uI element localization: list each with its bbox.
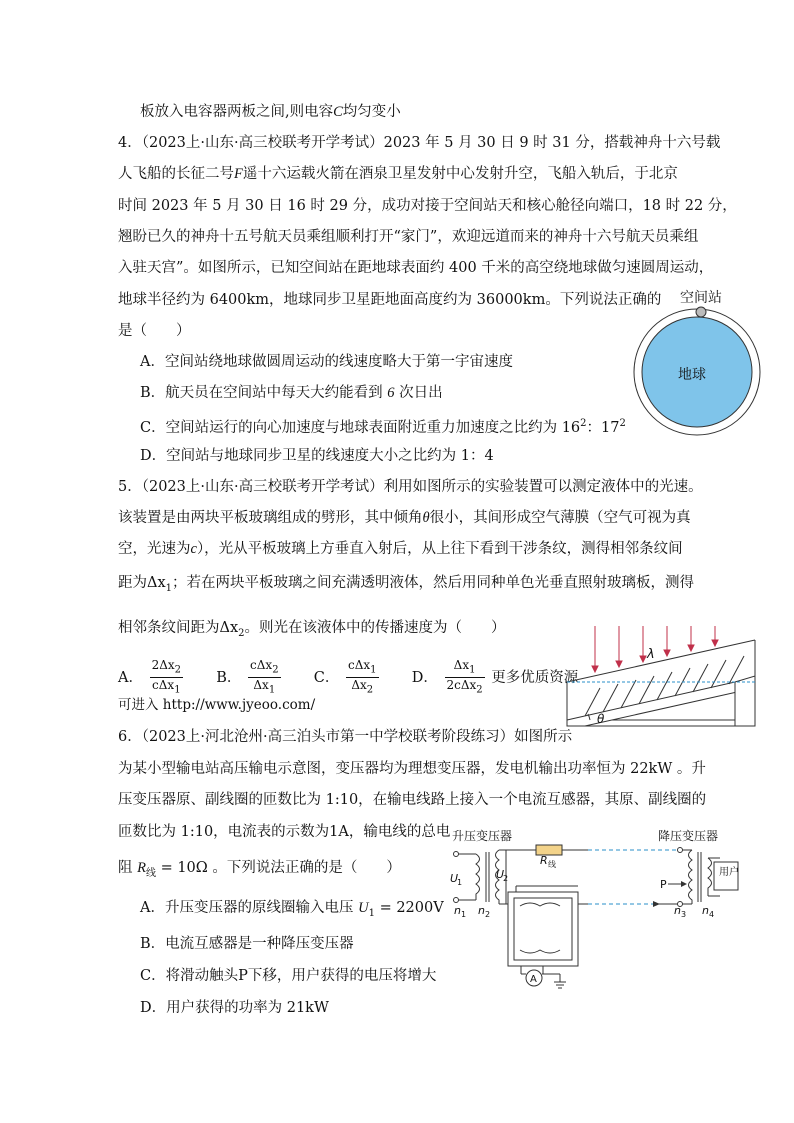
svg-text:n: n xyxy=(454,904,461,917)
ad-link[interactable]: 可进入 http://www.jyeoo.com/ xyxy=(118,697,316,713)
q4-line-6: 地球半径约为 6400km，地球同步卫星距地面高度约为 36000km。下列说法正确的 xyxy=(118,292,662,308)
lambda-label: λ xyxy=(647,647,655,662)
svg-text:n: n xyxy=(478,904,485,917)
step-up-label: 升压变压器 xyxy=(452,829,513,843)
q5-line-1: 5．（2023上·山东·高三校联考开学考试）利用如图所示的实验装置可以测定液体中的光速。 xyxy=(118,479,703,495)
q5-option-b[interactable]: B． $\frac{c\Delta x_2}{\Delta x_1}$ xyxy=(216,658,279,696)
q5-option-c[interactable]: C． $\frac{c\Delta x_1}{\Delta x_2}$ xyxy=(313,658,377,696)
q5-line-3: 空，光速为c），光从平板玻璃上方垂直入射后，从上往下看到干涉条纹，测得相邻条纹间 xyxy=(118,541,683,557)
q4-line-7: 是（ ） xyxy=(118,323,191,339)
svg-text:用户: 用户 xyxy=(719,867,739,878)
q6-line-1: 6．（2023上·河北沧州·高三泊头市第一中学校联考阶段练习）如图所示 xyxy=(118,729,573,745)
svg-text:U: U xyxy=(450,872,459,885)
wedge-interference-figure xyxy=(555,622,760,730)
svg-text:n: n xyxy=(674,904,681,917)
space-station-dot xyxy=(696,307,706,317)
svg-text:R: R xyxy=(540,854,548,867)
space-station-label: 空间站 xyxy=(680,290,722,306)
q4-option-d[interactable]: D．空间站与地球同步卫星的线速度大小之比约为 1：4 xyxy=(140,448,494,464)
earth-orbit-figure xyxy=(620,282,780,452)
transmission-circuit-figure xyxy=(448,826,760,998)
q4-line-5: 入驻天宫”。如图所示，已知空间站在距地球表面约 400 千米的高空绕地球做匀速圆周运动， xyxy=(118,260,714,276)
q4-line-1: 4．（2023上·山东·高三校联考开学考试）2023 年 5 月 30 日 9 时 31 分，搭载神舟十六号载 xyxy=(118,135,721,151)
svg-text:P: P xyxy=(660,878,667,891)
svg-text:1: 1 xyxy=(457,878,463,887)
q4-option-c[interactable]: C．空间站运行的向心加速度与地球表面附近重力加速度之比约为 $16^2$：$17^2$ xyxy=(140,418,626,436)
step-down-label: 降压变压器 xyxy=(658,829,719,843)
q6-option-d[interactable]: D．用户获得的功率为 21kW xyxy=(140,1000,329,1016)
svg-text:U: U xyxy=(496,868,505,881)
svg-text:3: 3 xyxy=(681,910,687,919)
earth-label: 地球 xyxy=(678,367,706,383)
svg-text:2: 2 xyxy=(485,910,491,919)
q5-line-5: 相邻条纹间距为$\Delta x_2$。则光在该液体中的传播速度为（ ） xyxy=(118,620,506,639)
ad-text: 更多优质资源 xyxy=(491,669,579,686)
q5-option-d[interactable]: D． $\frac{\Delta x_1}{2c\Delta x_2}$ xyxy=(411,658,483,696)
svg-text:1: 1 xyxy=(461,910,467,919)
q5-line-4: 距为$\Delta x_1$；若在两块平板玻璃之间充满透明液体，然后用同种单色光垂直照射玻璃板，测得 xyxy=(118,575,695,594)
q4-line-2: 人飞船的长征二号F遥十六运载火箭在酒泉卫星发射中心发射升空，飞船入轨后，于北京 xyxy=(118,166,678,182)
svg-text:n: n xyxy=(702,904,709,917)
q6-line-3: 压变压器原、副线圈的匝数比为 1:10，在输电线路上接入一个电流互感器，其原、副线圈的 xyxy=(118,792,707,808)
svg-text:A: A xyxy=(530,974,537,985)
q4-line-3: 时间 2023 年 5 月 30 日 16 时 29 分，成功对接于空间站天和核心舱径向端口，18 时 22 分， xyxy=(118,198,737,214)
q6-option-a[interactable]: A．升压变压器的原线圈输入电压 $U_1 = 2200V$ xyxy=(140,900,444,919)
q5-line-2: 该装置是由两块平板玻璃组成的劈形，其中倾角θ很小，其间形成空气薄膜（空气可视为真 xyxy=(118,510,691,526)
theta-label: θ xyxy=(597,712,605,726)
q4-line-4: 翘盼已久的神舟十五号航天员乘组顺利打开“家门”，欢迎远道而来的神舟十六号航天员乘组 xyxy=(118,229,699,245)
carryover-line: 板放入电容器两板之间,则电容C均匀变小 xyxy=(140,104,401,120)
q4-option-a[interactable]: A．空间站绕地球做圆周运动的线速度略大于第一宇宙速度 xyxy=(140,354,513,370)
svg-text:2: 2 xyxy=(503,874,509,883)
q6-line-4: 匝数比为 1:10，电流表的示数为1A，输电线的总电 xyxy=(118,824,451,840)
q5-option-a[interactable]: A． $\frac{2\Delta x_2}{c\Delta x_1}$ xyxy=(118,658,182,696)
q6-line-5: 阻 $R_线 = 10\Omega$ 。下列说法正确的是（ ） xyxy=(118,860,401,879)
svg-text:4: 4 xyxy=(709,910,715,919)
q5-options xyxy=(118,658,578,698)
q6-option-c[interactable]: C．将滑动触头P下移，用户获得的电压将增大 xyxy=(140,968,437,984)
svg-text:线: 线 xyxy=(548,860,556,869)
q6-option-b[interactable]: B．电流互感器是一种降压变压器 xyxy=(140,936,354,952)
q6-line-2: 为某小型输电站高压输电示意图，变压器均为理想变压器，发电机输出功率恒为 22kW 。升 xyxy=(118,761,706,777)
q4-option-b[interactable]: B．航天员在空间站中每天大约能看到 6 次日出 xyxy=(140,385,443,401)
